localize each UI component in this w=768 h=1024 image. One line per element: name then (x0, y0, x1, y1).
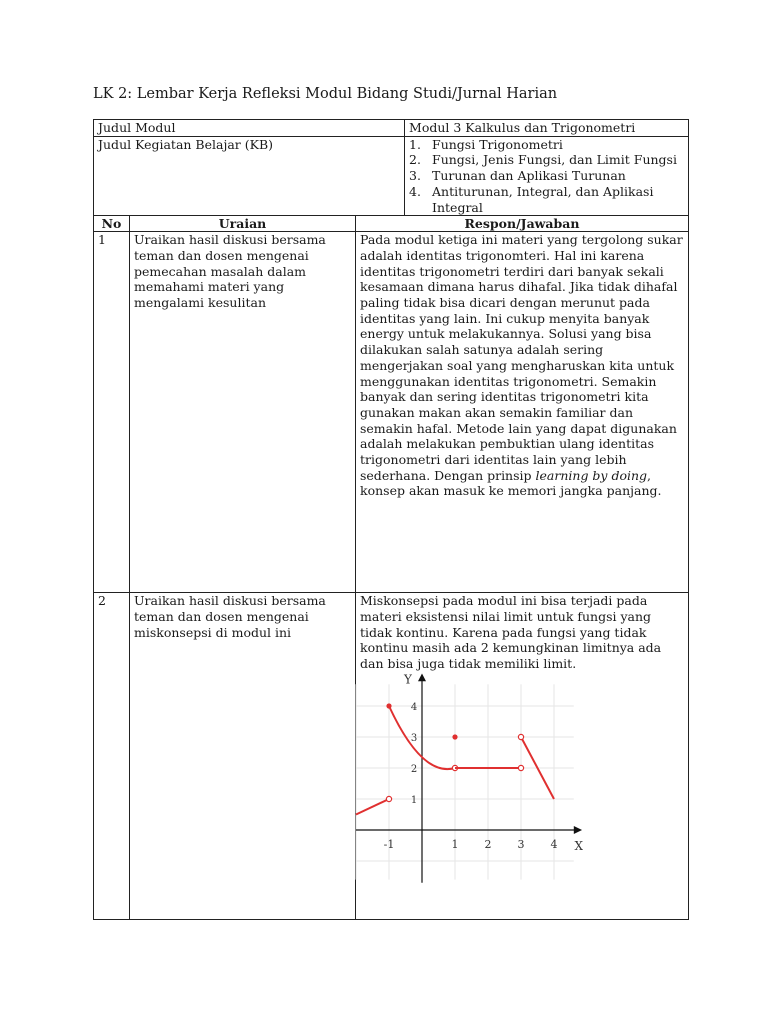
x-tick-label: -1 (383, 837, 395, 851)
row-number: 2 (94, 593, 130, 920)
kb-item (409, 168, 684, 184)
kb-item-number: 1. (409, 136, 421, 152)
reflection-table (93, 119, 689, 920)
x-axis-arrow (574, 826, 582, 834)
kb-row (94, 136, 689, 216)
isolated-point (452, 734, 457, 739)
graph-segment (356, 799, 389, 815)
x-axis-label: X (574, 838, 584, 853)
row-uraian: Uraikan hasil diskusi bersama teman dan dosen mengenai miskonsepsi di modul ini (130, 593, 356, 920)
kb-item (409, 152, 684, 168)
judul-modul-label: Judul Modul (94, 120, 405, 137)
kb-item-number: 3. (409, 168, 421, 184)
kb-item-number: 2. (409, 152, 421, 168)
y-tick-label: 2 (410, 763, 418, 775)
y-axis-arrow (418, 673, 426, 681)
respon-main: Pada modul ketiga ini materi yang tergolong sukar adalah identitas trigonomteri. Hal ini karena identitas trigonometri terdiri dari banyak sekali kesamaan dimana harus dihafal. Jika tidak dihafal paling tidak bisa dicari dengan merunut pada identitas yang lain. Ini cukup menyita banyak energy untuk melakukannya. Solusi yang bisa dilakukan salah satunya adalah sering mengerjakan soal yang mengharuskan kita untuk menggunakan identitas trigonometri. Semakin banyak dan sering identitas trigonometri kita gunakan makan akan semakin familiar dan semakin hafal. Metode lain yang dapat digunakan adalah melakukan pembuktian ulang identitas trigonometri dari identitas lain yang lebih sederhana. Dengan prinsip (360, 232, 683, 483)
respon-tail: , konsep akan masuk ke memori jangka panjang. (360, 467, 662, 499)
row-number: 1 (94, 232, 130, 593)
respon-emphasis: learning by doing (535, 467, 648, 483)
kb-item (409, 137, 684, 153)
x-tick-label: 2 (484, 837, 492, 851)
respon-text (360, 232, 684, 499)
x-tick-label: 3 (517, 837, 525, 851)
function-graph (360, 672, 684, 889)
x-tick-label: 1 (451, 837, 459, 851)
row-uraian: Uraikan hasil diskusi bersama teman dan dosen mengenai pemecahan masalah dalam memahami materi yang mengalami kesulitan (130, 232, 356, 593)
kb-item-number: 4. (409, 183, 421, 199)
kb-item-text: Fungsi Trigonometri (432, 136, 563, 152)
row-respon (356, 593, 689, 920)
y-tick-label: 3 (410, 732, 418, 744)
row-respon (356, 232, 689, 593)
judul-modul-row (94, 120, 689, 137)
open-point (518, 734, 523, 739)
header-no: No (94, 216, 130, 232)
table-row (94, 593, 689, 920)
y-tick-label: 4 (410, 701, 418, 713)
y-axis-label: Y (404, 672, 412, 687)
closed-point (386, 703, 391, 708)
header-row (94, 216, 689, 232)
open-point (518, 765, 523, 770)
y-tick-label: 1 (410, 794, 418, 806)
x-tick-label: 4 (550, 837, 558, 851)
page-title: LK 2: Lembar Kerja Refleksi Modul Bidang Studi/Jurnal Harian (93, 86, 558, 102)
judul-modul-value: Modul 3 Kalkulus dan Trigonometri (405, 120, 689, 137)
table-row (94, 232, 689, 593)
kb-item-text: Antiturunan, Integral, dan Aplikasi Integral (432, 183, 654, 215)
header-uraian: Uraian (130, 216, 356, 232)
kb-list (409, 137, 684, 216)
header-respon: Respon/Jawaban (356, 216, 689, 232)
kb-item (409, 184, 684, 215)
kb-label: Judul Kegiatan Belajar (KB) (94, 136, 405, 216)
graph-svg (360, 672, 590, 885)
kb-item-text: Turunan dan Aplikasi Turunan (432, 168, 626, 184)
kb-list-cell (405, 136, 689, 216)
kb-item-text: Fungsi, Jenis Fungsi, dan Limit Fungsi (432, 152, 677, 168)
open-point (386, 796, 391, 801)
respon-text: Miskonsepsi pada modul ini bisa terjadi pada materi eksistensi nilai limit untuk fungsi yang tidak kontinu. Karena pada fungsi yang tidak kontinu masih ada 2 kemungkinan limitnya ada dan bisa juga tidak memiliki limit. (360, 593, 662, 672)
